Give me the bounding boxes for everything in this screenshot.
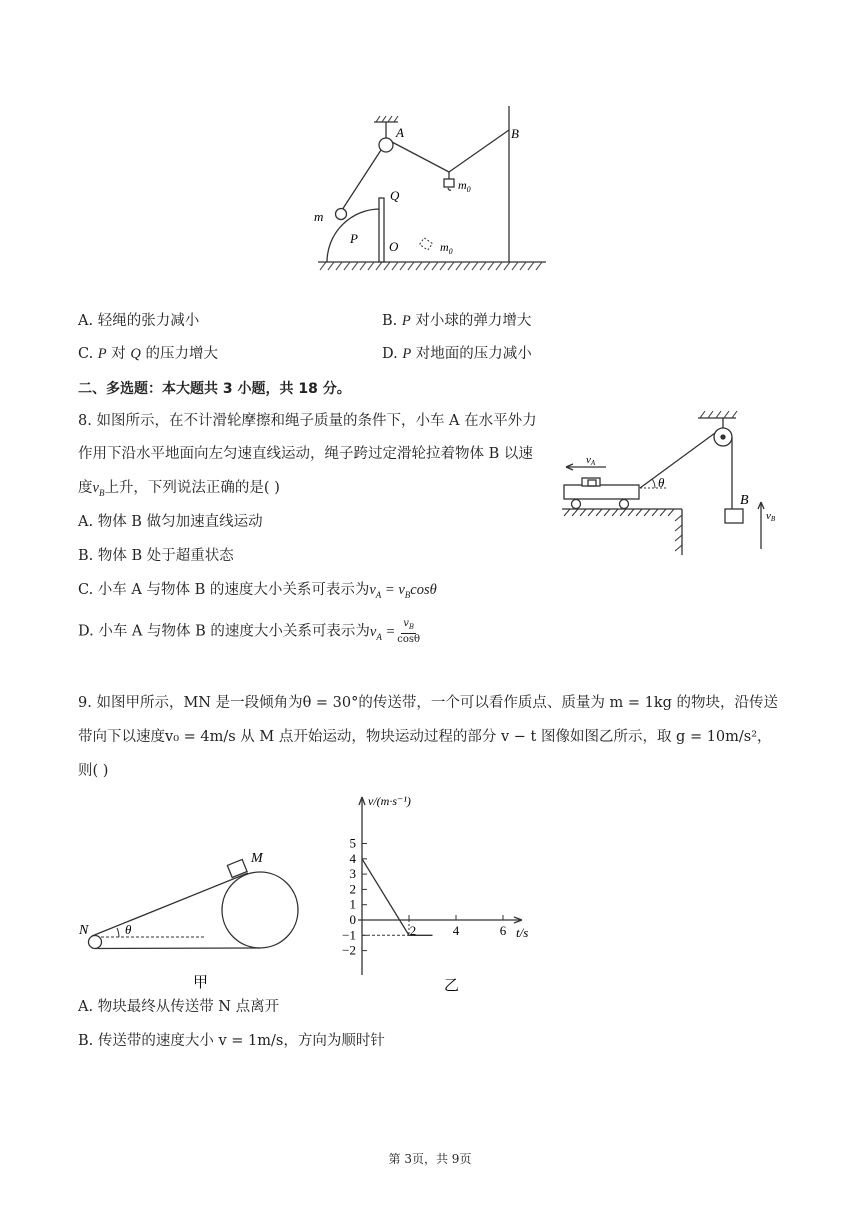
q8-option-b: B. 物体 B 处于超重状态 [78, 548, 234, 564]
page-footer: 第 3页，共 9页 [388, 1152, 472, 1166]
q9-caption-yi: 乙 [444, 978, 460, 994]
y-tick-label: 5 [349, 835, 356, 851]
q8-option-c: C. 小车 A 与物体 B 的速度大小关系可表示为$v_A = v_B\cos\theta$ [78, 582, 437, 600]
q9-stem-line2: 带向下以速度v₀ = 4m/s 从 M 点开始运动，物块运动过程的部分 v − t 图像如图乙所示，取 g = 10m/s²， [78, 729, 772, 745]
y-tick-label: 0 [349, 912, 356, 927]
q8-option-a: A. 物体 B 做匀加速直线运动 [78, 514, 263, 530]
q8-figure [558, 405, 788, 560]
y-tick-label: 1 [349, 896, 356, 912]
q8-label-b: B [740, 493, 749, 508]
q9-option-a: A. 物块最终从传送带 N 点离开 [78, 999, 280, 1015]
q8-option-d: D. 小车 A 与物体 B 的速度大小关系可表示为$v_A$ = $\frac{v_B}{\cos\theta}$ [78, 618, 421, 645]
q9-stem-line1: 9. 如图甲所示，MN 是一段倾角为θ = 30°的传送带，一个可以看作质点、质量为 m = 1kg 的物块，沿传送 [78, 695, 779, 711]
y-tick-label: −2 [342, 942, 356, 958]
q9-figure-jia [75, 845, 310, 995]
q8-label-vb: vB [766, 510, 776, 523]
q7-label-m0-ground: $m_0$ [440, 240, 453, 256]
q7-figure [310, 100, 555, 280]
q9-stem-line3: 则( ) [78, 763, 109, 779]
x-tick-label: 4 [452, 923, 460, 938]
q8-label-va: vA [586, 454, 596, 467]
q7-label-b: B [511, 126, 519, 141]
q7-label-o: O [389, 239, 399, 254]
q9-label-theta: θ [125, 922, 132, 937]
x-tick-label: 2 [409, 923, 417, 938]
y-tick-label: 2 [349, 881, 356, 897]
chart-x-label: t/s [516, 925, 529, 940]
section-title-multiple-choice: 二、多选题：本大题共 3 小题，共 18 分。 [78, 381, 351, 397]
y-tick-label: 3 [349, 866, 356, 882]
q9-option-b: B. 传送带的速度大小 v = 1m/s，方向为顺时针 [78, 1033, 385, 1049]
q7-option-c: C. P 对 Q 的压力增大 [78, 346, 218, 362]
y-tick-label: −1 [342, 927, 356, 943]
q7-label-q: Q [390, 188, 400, 203]
q9-label-m: M [251, 851, 263, 866]
q7-label-p: P [350, 231, 358, 246]
q7-option-d: D. P 对地面的压力减小 [382, 346, 532, 362]
q9-label-n: N [79, 923, 89, 938]
q7-label-m0-hanging: $m_0$ [458, 178, 471, 194]
q8-stem-line3: 度$v_B$上升，下列说法正确的是( ) [78, 480, 280, 498]
q7-label-m: m [314, 209, 324, 224]
y-tick-label: 4 [349, 850, 356, 866]
q8-stem-line1: 8. 如图所示，在不计滑轮摩擦和绳子质量的条件下，小车 A 在水平外力 [78, 413, 537, 429]
x-tick-label: 6 [499, 923, 507, 938]
q8-stem-line2: 作用下沿水平地面向左匀速直线运动，绳子跨过定滑轮拉着物体 B 以速 [78, 446, 533, 462]
velocity-line [362, 859, 433, 936]
q7-option-b: B. P 对小球的弹力增大 [382, 313, 532, 329]
q7-option-a: A. 轻绳的张力减小 [78, 313, 200, 329]
q9-vt-chart [330, 785, 540, 995]
q8-label-theta: θ [658, 475, 665, 490]
chart-y-label: v/(m·s⁻¹) [368, 794, 411, 808]
q9-caption-jia: 甲 [193, 975, 209, 991]
q7-label-a: A [396, 125, 404, 140]
